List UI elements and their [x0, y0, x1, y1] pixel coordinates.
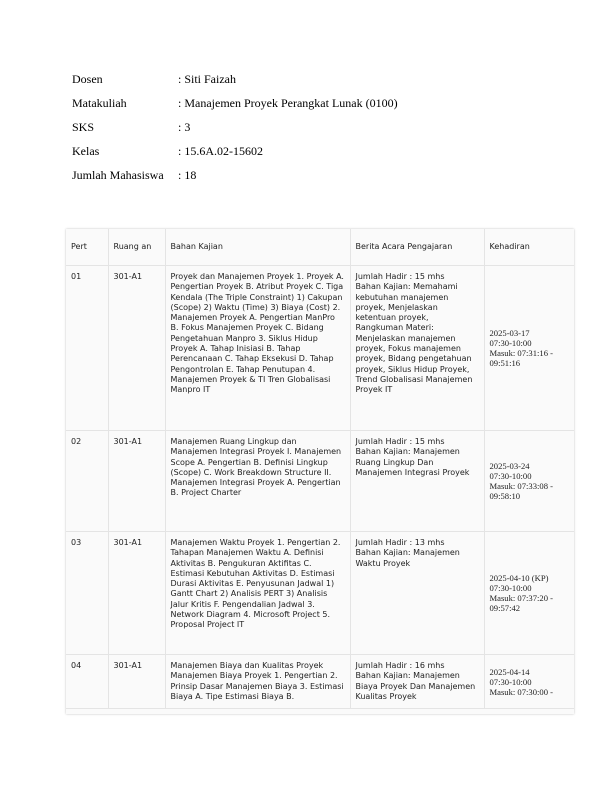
- cell-ruangan: 301-A1: [108, 266, 165, 431]
- cell-ruangan: 301-A1: [108, 532, 165, 655]
- cell-ruangan: 301-A1: [108, 655, 165, 709]
- cell-bahan-kajian: Manajemen Ruang Lingkup dan Manajemen Integrasi Proyek I. Manajemen Scope A. Pengertian B. Definisi Lingkup (Scope) C. Work Breakdown Structure II. Manajemen Integrasi Proyek A. Pengertian B. Project Charter: [165, 431, 350, 532]
- cell-berita-acara: Jumlah Hadir : 15 mhs Bahan Kajian: Manajemen Ruang Lingkup Dan Manajemen Integrasi Proyek: [350, 431, 484, 532]
- info-label: Kelas: [72, 144, 100, 158]
- header-berita-acara: Berita Acara Pengajaran: [350, 229, 484, 266]
- header-kehadiran: Kehadiran: [484, 229, 574, 266]
- info-value: : Manajemen Proyek Perangkat Lunak (0100): [178, 96, 398, 110]
- info-label: SKS: [72, 120, 95, 134]
- table-header-row: [66, 229, 574, 266]
- info-value: : Siti Faizah: [178, 72, 236, 86]
- table-row: [66, 532, 574, 655]
- cell-pert: 03: [66, 532, 108, 655]
- cell-kehadiran: 2025-04-10 (KP) 07:30-10:00 Masuk: 07:37:20 - 09:57:42: [484, 532, 574, 655]
- cell-pert: 04: [66, 655, 108, 709]
- table-row: [66, 266, 574, 431]
- cell-kehadiran: 2025-03-17 07:30-10:00 Masuk: 07:31:16 - 09:51:16: [484, 266, 574, 431]
- info-value: : 3: [178, 120, 191, 134]
- header-pert: Pert: [66, 229, 108, 266]
- cell-bahan-kajian: Manajemen Waktu Proyek 1. Pengertian 2. Tahapan Manajemen Waktu A. Definisi Aktivitas B. Pengukuran Aktifitas C. Estimasi Kebutuhan Aktivitas D. Estimasi Durasi Aktivitas E. Penyusunan Jadwal 1) Gantt Chart 2) Analisis PERT 3) Analisis Jalur Kritis F. Pengendalian Jadwal 3. Network Diagram 4. Microsoft Project 5. Proposal Project IT: [165, 532, 350, 655]
- cell-berita-acara: Jumlah Hadir : 16 mhs Bahan Kajian: Manajemen Biaya Proyek Dan Manajemen Kualitas Proyek: [350, 655, 484, 709]
- cell-pert: 02: [66, 431, 108, 532]
- cell-pert: 01: [66, 266, 108, 431]
- info-label: Dosen: [72, 72, 103, 86]
- info-label: Jumlah Mahasiswa: [72, 168, 164, 182]
- info-label: Matakuliah: [72, 96, 127, 110]
- cell-kehadiran: 2025-03-24 07:30-10:00 Masuk: 07:33:08 - 09:58:10: [484, 431, 574, 532]
- cell-bahan-kajian: Manajemen Biaya dan Kualitas Proyek Manajemen Biaya Proyek 1. Pengertian 2. Prinsip Dasar Manajemen Biaya 3. Estimasi Biaya A. Tipe Estimasi Biaya B.: [165, 655, 350, 709]
- table-row: [66, 655, 574, 709]
- attendance-table: [66, 229, 574, 709]
- info-value: : 15.6A.02-15602: [178, 144, 263, 158]
- info-value: : 18: [178, 168, 197, 182]
- cell-kehadiran: 2025-04-14 07:30-10:00 Masuk: 07:30:00 -: [484, 655, 574, 709]
- table-row: [66, 431, 574, 532]
- header-ruangan: Ruang an: [108, 229, 165, 266]
- header-bahan-kajian: Bahan Kajian: [165, 229, 350, 266]
- cell-ruangan: 301-A1: [108, 431, 165, 532]
- cell-berita-acara: Jumlah Hadir : 15 mhs Bahan Kajian: Memahami kebutuhan manajemen proyek, Menjelaskan ketentuan proyek, Rangkuman Materi: Menjelaskan manajemen proyek, Fokus manajemen proyek, Bidang pengetahuan proyek, Siklus Hidup Proyek, Trend Globalisasi Manajemen Proyek IT: [350, 266, 484, 431]
- attendance-table-container: [66, 229, 574, 714]
- cell-bahan-kajian: Proyek dan Manajemen Proyek 1. Proyek A. Pengertian Proyek B. Atribut Proyek C. Tiga Kendala (The Triple Constraint) 1) Cakupan (Scope) 2) Waktu (Time) 3) Biaya (Cost) 2. Manajemen Proyek A. Pengertian ManPro B. Fokus Manajemen Proyek C. Bidang Pengetahuan Manpro 3. Siklus Hidup Proyek A. Tahap Inisiasi B. Tahap Perencanaan C. Tahap Eksekusi D. Tahap Pengontrolan E. Tahap Penutupan 4. Manajemen Proyek & TI Tren Globalisasi Manpro IT: [165, 266, 350, 431]
- cell-berita-acara: Jumlah Hadir : 13 mhs Bahan Kajian: Manajemen Waktu Proyek: [350, 532, 484, 655]
